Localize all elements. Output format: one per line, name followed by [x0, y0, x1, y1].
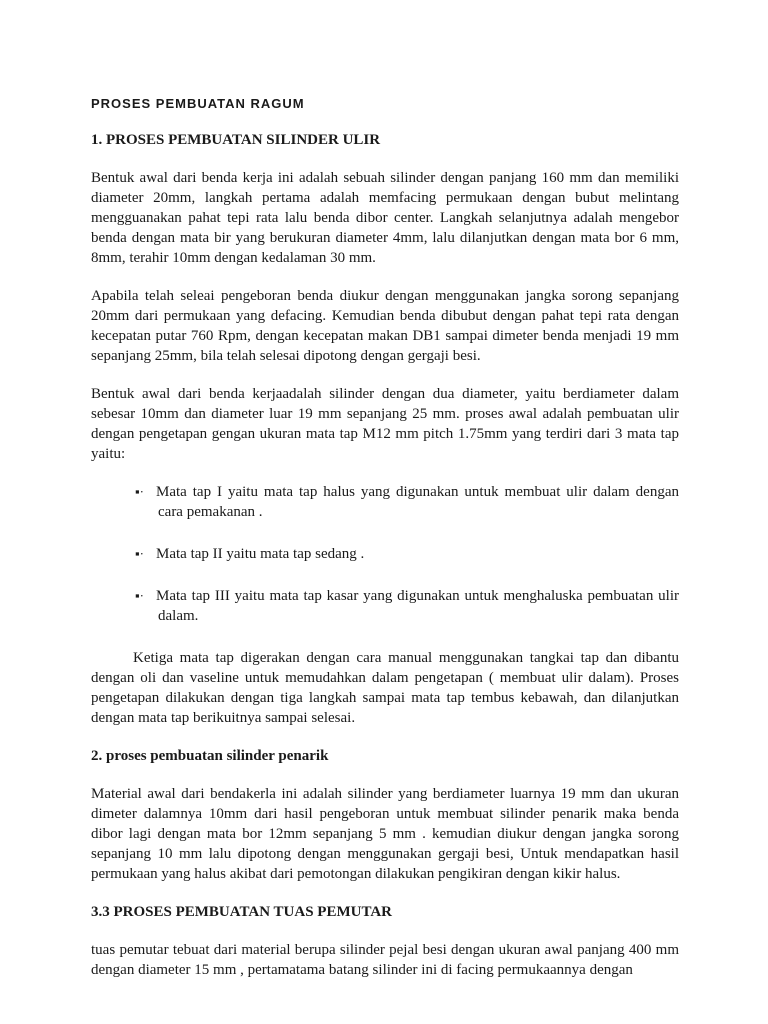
list-item-text: Mata tap III yaitu mata tap kasar yang digunakan untuk menghaluska pembuatan ulir dalam. [156, 588, 679, 624]
list-item-text: Mata tap II yaitu mata tap sedang . [156, 546, 365, 562]
mata-tap-list [91, 482, 679, 626]
section-2-heading: 2. proses pembuatan silinder penarik [91, 748, 329, 764]
bullet-marker: ▪· [135, 546, 144, 561]
list-item [91, 586, 679, 626]
bullet-marker: ▪· [135, 484, 144, 499]
section-2-paragraph-1: Material awal dari bendakerla ini adalah silinder yang berdiameter luarnya 19 mm dan ukuran dimeter dalamnya 10mm dari hasil pengeboran untuk membuat silinder penarik maka benda dibor lagi dengan mata bor 12mm sepanjang 5 mm . kemudian diukur dengan jangka sorong sepanjang 10 mm lalu dipotong dengan menggunakan gergaji besi, Untuk mendapatkan hasil permukaan yang halus akibat dari pemotongan dilakukan pengikiran dengan kikir halus. [91, 786, 679, 882]
bullet-marker: ▪· [135, 588, 144, 603]
document-title: PROSES PEMBUATAN RAGUM [91, 96, 305, 111]
list-item [91, 482, 679, 522]
section-1-paragraph-3: Bentuk awal dari benda kerjaadalah silinder dengan dua diameter, yaitu berdiameter dalam sebesar 10mm dan diameter luar 19 mm sepanjang 25 mm. proses awal adalah pembuatan ulir dengan pengetapan gengan ukuran mata tap M12 mm pitch 1.75mm yang terdiri dari 3 mata tap yaitu: [91, 386, 679, 462]
document-page [91, 96, 679, 998]
list-item-text: Mata tap I yaitu mata tap halus yang digunakan untuk membuat ulir dalam dengan cara pemakanan . [156, 484, 679, 520]
section-1-paragraph-2: Apabila telah seleai pengeboran benda diukur dengan menggunakan jangka sorong sepanjang 20mm dari permukaan yang defacing. Kemudian benda dibubut dengan pahat tepi rata dengan kecepatan putar 760 Rpm, dengan kecepatan makan DB1 sampai dimeter benda menjadi 19 mm sepanjang 25mm, bila telah selesai dipotong dengan gergaji besi. [91, 288, 679, 364]
section-3-paragraph-1: tuas pemutar tebuat dari material berupa silinder pejal besi dengan ukuran awal panjang 400 mm dengan diameter 15 mm , pertamatama batang silinder ini di facing permukaannya dengan [91, 942, 679, 978]
section-1-paragraph-1: Bentuk awal dari benda kerja ini adalah sebuah silinder dengan panjang 160 mm dan memiliki diameter 20mm, langkah pertama adalah memfacing permukaan dengan bubut melintang mengguanakan pahat tepi rata lalu benda dibor center. Langkah selanjutnya adalah mengebor benda dengan mata bir yang berukuran diameter 4mm, lalu dilanjutkan dengan mata bor 6 mm, 8mm, terahir 10mm dengan kedalaman 30 mm. [91, 170, 679, 266]
section-3-heading: 3.3 PROSES PEMBUATAN TUAS PEMUTAR [91, 904, 392, 920]
section-1-paragraph-4: Ketiga mata tap digerakan dengan cara manual menggunakan tangkai tap dan dibantu dengan oli dan vaseline untuk memudahkan dalam pengetapan ( membuat ulir dalam). Proses pengetapan dilakukan dengan tiga langkah sampai mata tap tembus kebawah, dan dilanjutkan dengan mata tap berikuitnya sampai selesai. [91, 650, 679, 726]
section-1-heading: 1. PROSES PEMBUATAN SILINDER ULIR [91, 132, 381, 148]
list-item [91, 544, 679, 564]
